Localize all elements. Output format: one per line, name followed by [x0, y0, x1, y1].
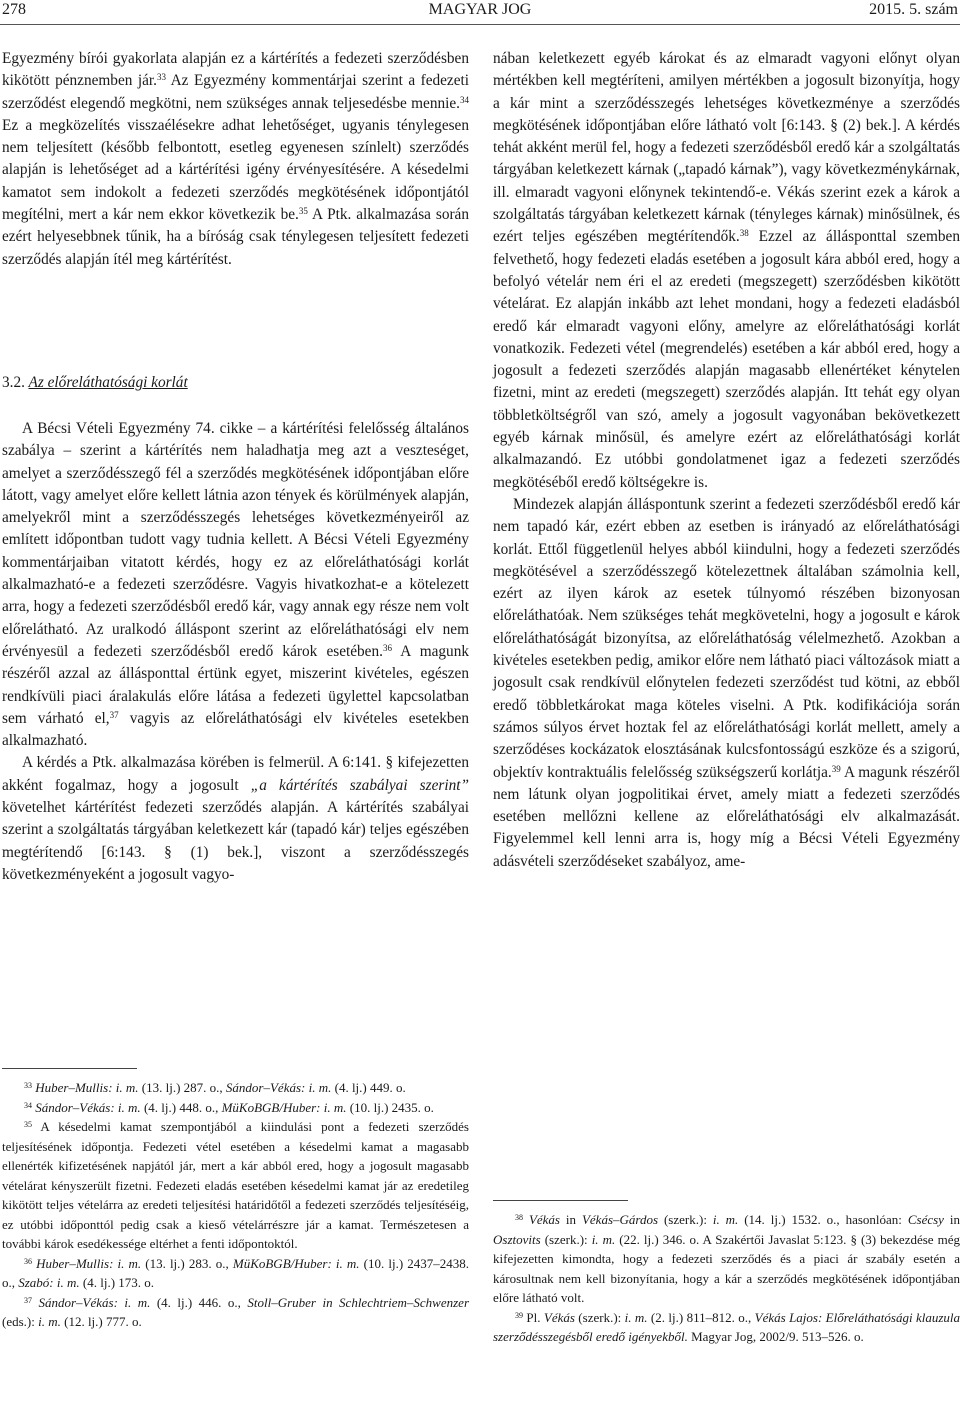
footnote-number: 36: [24, 1256, 32, 1266]
footnote-text: Stoll–Gruber in Schlechtriem–Schwenzer: [247, 1294, 470, 1310]
footnote-text: (13. lj.) 283. o.,: [141, 1255, 233, 1271]
footnote-text: Sándor–Vékás: i. m.: [35, 1099, 141, 1115]
footnote: [2, 1098, 469, 1118]
footnote: [2, 1254, 469, 1293]
footnote-number: 35: [24, 1120, 32, 1129]
header-divider: [0, 24, 960, 25]
footnote-text: (12. lj.) 777. o.: [60, 1314, 142, 1329]
footnotes-left: [2, 1078, 469, 1332]
footnote-text: Szabó: i. m.: [18, 1275, 80, 1290]
footnote-number: 37: [24, 1295, 32, 1305]
footnote-divider: [493, 1200, 628, 1201]
footnote-text: (szerk.):: [658, 1212, 713, 1227]
footnote-text: (4. lj.) 448. o.,: [140, 1099, 222, 1115]
footnote-ref[interactable]: 37: [109, 709, 119, 720]
footnote-text: Csécsy: [907, 1212, 944, 1227]
footnote-text: Vékás: [528, 1212, 560, 1227]
footnote-text: Pl.: [526, 1309, 544, 1325]
footnote-number: 39: [515, 1310, 523, 1320]
quoted-text: „a kártérítés szabályai szerint”: [250, 776, 469, 794]
page-number: 278: [2, 1, 26, 18]
footnote-ref[interactable]: 33: [156, 72, 166, 83]
paragraph: A kérdés a Ptk. alkalmazása körében is felmerül. A 6:141. § kifejezetten akként fogalmaz, hogy a jogosult „a kártérítés szabályai szerint” követelhet kártérítést fedezeti szerződés alapján. A kártérítés szabályai szerint a szolgáltatás tárgyában keletkezett kár (tapadó kár) teljes egészében megtérítendő [6:143. § (1) bek.], viszont a szerződésszegés következményeként a jogosult vagyo-: [2, 754, 469, 883]
paragraph: Egyezmény bírói gyakorlata alapján ez a kártérítés a fedezeti szerződésben kikötött pénznemben jár.$^{33}$ Az Egyezmény kommentárjai szerint a fedezeti szerződést elegendő megkötni, nem szükséges annak teljesedésbe mennie.$^{34}$ Ez a megközelítés visszaélésekre adhat lehetőséget, ugyanis ténylegesen nem teljesített (később felbontott, esetleg egyenesen színlelt) szerződés alapján is lehetőséget ad a kártérítési igény érvényesítésére. A késedelmi kamatot sem indokolt a fedezeti szerződés megkötésének időpontjától megítélni, mert a kár nem ekkor következik be.$^{35}$ A Ptk. alkalmazása során ezért helyesebbnek tűnik, ha a bíróság csak ténylegesen teljesített fedezeti szerződés alapján ítél meg kártérítést.: [2, 50, 470, 268]
footnote-number: 38: [515, 1213, 523, 1222]
footnote-ref[interactable]: 39: [831, 763, 841, 774]
footnote-divider: [2, 1068, 137, 1069]
footnote-text: Vékás–Gárdos: [581, 1212, 659, 1227]
footnote-text: (10. lj.) 2437–2438. o.,: [2, 1255, 470, 1290]
section-heading: [2, 372, 188, 394]
footnote: [493, 1210, 960, 1308]
footnote-text: (22. lj.) 346. o. A Szakértői Javaslat 5:123. § (3) bekezdése még kifejezetten kimondta, hogy a fedezeti szerződés és a piaci ár szabály esetén a károsultnak nem kell bizonyítania, hogy a kár a szerződés megkötésének időpontjában előre látható volt.: [493, 1231, 960, 1305]
footnote-ref[interactable]: 34: [460, 94, 469, 105]
footnote-text: (eds.):: [2, 1314, 39, 1329]
footnote-text: Magyar Jog, 2002/9. 513–526. o.: [687, 1329, 864, 1344]
footnote-text: in: [559, 1212, 582, 1227]
section-title: Az előreláthatósági korlát: [28, 374, 188, 391]
footnote-text: (4. lj.) 449. o.: [331, 1080, 406, 1095]
running-header: [2, 0, 958, 20]
footnote-text: A késedelmi kamat szempontjából a kiindulási pont a fedezeti szerződés teljesítésének időpontja. Fedezeti vétel esetében a késedelmi kamat a magasabb ellenérték kifizetésének napjától jár, mert a kár abból ered, hogy a jogosult magasabb vételárat kényszerült fizetni. Fedezeti eladás esetében késedelmi kamat jár az eredetileg kikötött teljes vételárra az eredeti teljesítési határidőtől a fedezeti szerződés teljesítéséig, ez utóbbi időponttól pedig csak a kieső vételárrészre jár a kamat. Természetesen a további károk esedékessége eltérhet a fenti időpontoktól.: [2, 1119, 469, 1251]
footnote-text: MüKoBGB/Huber: i. m.: [232, 1255, 360, 1271]
footnote-text: Vékás Lajos: Előreláthatósági klauzula szerződésszegésből eredő igényekből.: [493, 1309, 960, 1344]
footnote-text: i. m.: [712, 1212, 739, 1227]
journal-title: MAGYAR JOG: [428, 1, 532, 18]
footnote-text: (2. lj.) 811–812. o.,: [647, 1309, 755, 1325]
footnote-ref[interactable]: 35: [298, 206, 308, 217]
footnote-text: (szerk.):: [574, 1309, 625, 1325]
footnote-number: 33: [24, 1081, 32, 1090]
right-column: [493, 48, 960, 873]
footnote-text: Vékás: [543, 1309, 575, 1325]
footnote: [2, 1117, 469, 1254]
paragraph: A Bécsi Vételi Egyezmény 74. cikke – a kártérítési felelősség általános szabálya – szerint a kártérítés nem haladhatja meg azt a veszteséget, amelyet a szerződésszegő fél a szerződés megkötésének időpontjában előre látott, vagy amelyet előre kellett látnia azon tények és körülmények alapján, amelyekről mint a szerződésszegés lehetséges következményeiről az említett időpontban tudott vagy tudnia kellett. A Bécsi Vételi Egyezmény kommentárjaiban vitatott kérdés, hogy ez az előreláthatósági korlát alkalmazható-e a fedezeti szerződésre. Vagyis hivatkozhat-e a kötelezett arra, hogy a fedezeti szerződésből eredő kár, vagy annak egy része nem volt előrelátható. Az uralkodó álláspont szerint az előreláthatósági elv nem érvényesül a fedezeti szerződésből eredő károk esetében.$^{36}$ A magunk részéről azzal az állásponttal értünk egyet, miszerint kivételes, egészen rendkívüli piaci áralakulás előre látása a fedezeti ügylettel kapcsolatban sem várható el,$^{37}$ vagyis az előreláthatósági elv kivételes esetekben alkalmazható.: [2, 420, 469, 750]
footnote-text: MüKoBGB/Huber: i. m.: [221, 1099, 347, 1115]
footnote-text: (szerk.):: [540, 1231, 592, 1247]
issue-label: 2015. 5. szám: [869, 1, 958, 18]
footnote-ref[interactable]: 38: [739, 228, 749, 239]
footnotes-right: [493, 1210, 960, 1347]
footnote-text: (14. lj.) 1532. o., hasonlóan:: [738, 1212, 908, 1227]
footnote-text: (13. lj.) 287. o.,: [138, 1080, 226, 1095]
footnote: [2, 1293, 469, 1332]
footnote-text: (10. lj.) 2435. o.: [346, 1099, 434, 1115]
footnote-number: 34: [24, 1100, 32, 1110]
footnote-text: (4. lj.) 173. o.: [79, 1275, 155, 1290]
footnote-text: Osztovits: [493, 1231, 541, 1247]
footnote-text: i. m.: [591, 1231, 616, 1247]
footnote-text: Huber–Mullis: i. m.: [36, 1255, 142, 1271]
footnote-text: in: [943, 1212, 960, 1227]
footnote-text: Huber–Mullis: i. m.: [35, 1080, 139, 1095]
footnote-text: Sándor–Vékás: i. m.: [225, 1080, 332, 1095]
section-number: 3.2.: [2, 374, 25, 391]
footnote-text: Sándor–Vékás: i. m.: [38, 1294, 151, 1310]
paragraph: Mindezek alapján álláspontunk szerint a fedezeti szerződésből eredő kár nem tapadó kár, ezért ebben az esetben is irányadó az előreláthatósági korlát. Ettől függetlenül helyes abból kiindulni, hogy a fedezeti szerződés megkötésével a szerződésszegő kötelezettnek általában számolnia kell, ezért az ilyen károk az esetek túlnyomó részében bizonyosan előreláthatóak. Nem szükséges tehát megkövetelni, hogy a jogosult e károk előreláthatóságát bizonyítsa, az előreláthatóság vélelmezhető. Azokban a kivételes esetekben pedig, amikor előre nem látható piaci változások miatt a jogosult csak rendkívül előnytelen fedezeti szerződést tud kötni, az ebből eredő többletkárokat maga köteles viselni. A Ptk. kodifikációja során számos súlyos érvet hoztak fel az előreláthatósági korlát mellett, amely a szerződéses kockázatok elosztásának kulcsfontosságú eszköze és a szigorú, objektív kontraktuális felelősség szükségszerű korlátja.$^{39}$ A magunk részéről nem látunk olyan jogpolitikai érvet, amely miatt a fedezeti szerződés esetében mellőzni kellene az előreláthatósági elv alkalmazását. Figyelemmel kell lenni arra is, hogy míg a Bécsi Vételi Egyezmény adásvételi szerződéseket szabályoz, ame-: [493, 495, 960, 870]
right-body: [493, 48, 960, 873]
footnote-text: i. m.: [38, 1314, 61, 1329]
footnote: [493, 1308, 960, 1347]
footnote: [2, 1078, 469, 1098]
paragraph: nában keletkezett egyéb károkat és az elmaradt vagyoni előnyt olyan mértékben kell megtéríteni, amilyen mértékben a jogosult bizonyítja, hogy a kár mint a szerződésszegés lehetséges következménye a szerződés megkötésének időpontjában előre látható volt [6:143. § (2) bek.]. A kérdés tehát akként merül fel, hogy a fedezeti szerződésből eredő kár a szolgáltatás tárgyában keletkezett kárnak („tapadó kárnak”), vagy következménykárnak, ill. elmaradt vagyoni előnynek tekintendő-e. Vékás szerint ezek a károk a szolgáltatás tárgyában keletkezett kárnak (tényleges kárnak) minősülnek, és ezért teljes egészében megtérítendők.$^{38}$ Ezzel az állásponttal szemben felvethető, hogy fedezeti eladás esetében a jogosult kára abból ered, hogy a befolyó vételár nem éri el az eredeti (megszegett) szerződésben kikötött vételárat. Ez alapján inkább azt lehet mondani, hogy a fedezeti eladásból eredő kár elmaradt vagyoni előny, amelyre az előreláthatósági korlát vonatkozik. Fedezeti vétel (megrendelés) esetében a kár abból ered, hogy a jogosult a fedezeti szerződés alapján magasabb ellenértéket kénytelen fizetni, mint az eredeti (megszegett) szerződés alapján. Itt tehát egy olyan többletköltségről van szó, amely a jogosult vagyonában bekövetkezett egyéb kárnak minősül, és amelyre ezért az előreláthatósági korlát alkalmazandó. Ez utóbbi gondolatmenet igaz a fedezeti szerződés megkötéséből eredő költségekre is.: [493, 50, 960, 491]
footnote-text: i. m.: [624, 1309, 648, 1325]
footnote-ref[interactable]: 36: [382, 642, 392, 653]
footnote-text: (4. lj.) 446. o.,: [150, 1294, 248, 1310]
